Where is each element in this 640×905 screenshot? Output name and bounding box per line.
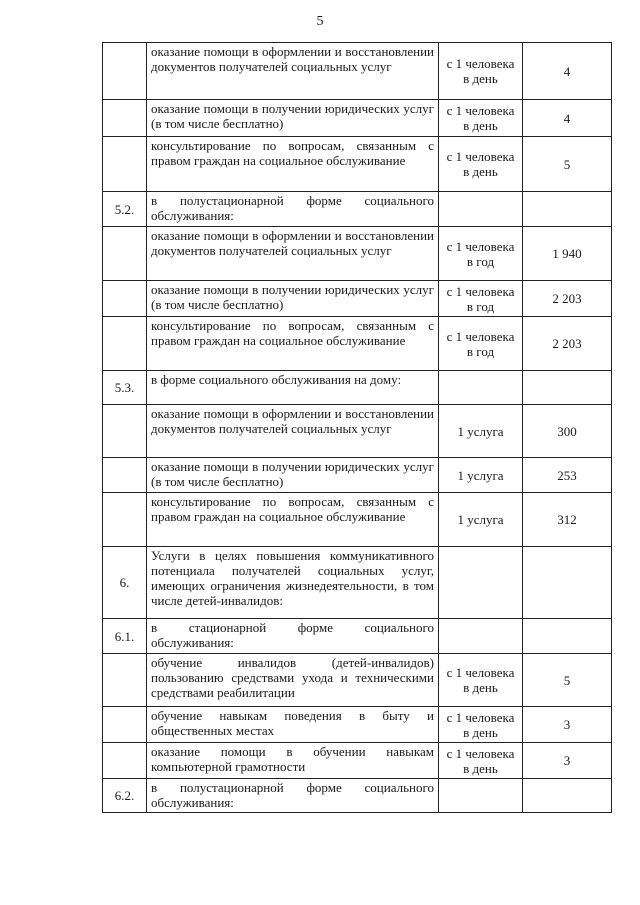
service-description: в форме социального обслуживания на дому: — [147, 371, 439, 405]
service-value — [523, 619, 612, 654]
table-row — [103, 707, 612, 743]
unit-of-measure — [439, 619, 523, 654]
table-row — [103, 137, 612, 192]
row-number — [103, 405, 147, 458]
unit-of-measure: с 1 человека в день — [439, 707, 523, 743]
service-description: обучение инвалидов (детей-инвалидов) пользованию средствами ухода и техническими средствами реабилитации — [147, 654, 439, 707]
unit-of-measure: 1 услуга — [439, 458, 523, 493]
row-number — [103, 281, 147, 317]
table-row — [103, 281, 612, 317]
service-value: 3 — [523, 707, 612, 743]
service-description: Услуги в целях повышения коммуникативного потенциала получателей социальных услуг, имеющих ограничения жизнедеятельности, в том числе детей-инвалидов: — [147, 547, 439, 619]
row-number — [103, 743, 147, 779]
table-row — [103, 317, 612, 371]
table-row — [103, 192, 612, 227]
table-row — [103, 654, 612, 707]
unit-of-measure: с 1 человека в год — [439, 227, 523, 281]
service-description: оказание помощи в оформлении и восстановлении документов получателей социальных услуг — [147, 405, 439, 458]
row-number — [103, 654, 147, 707]
table-row — [103, 458, 612, 493]
row-number — [103, 493, 147, 547]
row-number: 5.3. — [103, 371, 147, 405]
service-value: 3 — [523, 743, 612, 779]
service-value: 312 — [523, 493, 612, 547]
unit-of-measure: с 1 человека в год — [439, 281, 523, 317]
table-row — [103, 227, 612, 281]
service-value: 253 — [523, 458, 612, 493]
service-description: оказание помощи в обучении навыкам компьютерной грамотности — [147, 743, 439, 779]
unit-of-measure — [439, 192, 523, 227]
row-number — [103, 458, 147, 493]
service-value: 1 940 — [523, 227, 612, 281]
service-description: оказание помощи в оформлении и восстановлении документов получателей социальных услуг — [147, 43, 439, 100]
row-number — [103, 227, 147, 281]
table-row — [103, 547, 612, 619]
unit-of-measure: с 1 человека в день — [439, 43, 523, 100]
row-number: 6.2. — [103, 779, 147, 813]
unit-of-measure — [439, 371, 523, 405]
service-description: оказание помощи в получении юридических услуг (в том числе бесплатно) — [147, 100, 439, 137]
unit-of-measure: с 1 человека в день — [439, 654, 523, 707]
row-number — [103, 707, 147, 743]
service-description: оказание помощи в получении юридических услуг (в том числе бесплатно) — [147, 281, 439, 317]
service-value: 4 — [523, 43, 612, 100]
service-description: в стационарной форме социального обслуживания: — [147, 619, 439, 654]
table-row — [103, 779, 612, 813]
service-value: 2 203 — [523, 281, 612, 317]
unit-of-measure: с 1 человека в день — [439, 137, 523, 192]
row-number — [103, 100, 147, 137]
service-value — [523, 779, 612, 813]
service-description: в полустационарной форме социального обслуживания: — [147, 192, 439, 227]
table-row — [103, 405, 612, 458]
service-description: в полустационарной форме социального обслуживания: — [147, 779, 439, 813]
service-value — [523, 192, 612, 227]
row-number — [103, 137, 147, 192]
page-number: 5 — [316, 14, 324, 29]
row-number — [103, 43, 147, 100]
service-description: консультирование по вопросам, связанным с правом граждан на социальное обслуживание — [147, 137, 439, 192]
service-value — [523, 371, 612, 405]
unit-of-measure: с 1 человека в год — [439, 317, 523, 371]
table-row — [103, 43, 612, 100]
table-row — [103, 619, 612, 654]
unit-of-measure — [439, 779, 523, 813]
unit-of-measure: 1 услуга — [439, 405, 523, 458]
service-description: оказание помощи в получении юридических услуг (в том числе бесплатно) — [147, 458, 439, 493]
services-table — [102, 42, 612, 813]
service-value: 2 203 — [523, 317, 612, 371]
table-row — [103, 493, 612, 547]
row-number — [103, 317, 147, 371]
table-row — [103, 743, 612, 779]
table-row — [103, 371, 612, 405]
row-number: 6.1. — [103, 619, 147, 654]
service-value: 5 — [523, 654, 612, 707]
unit-of-measure: с 1 человека в день — [439, 100, 523, 137]
service-value: 4 — [523, 100, 612, 137]
row-number: 5.2. — [103, 192, 147, 227]
service-description: обучение навыкам поведения в быту и общественных местах — [147, 707, 439, 743]
unit-of-measure: 1 услуга — [439, 493, 523, 547]
row-number: 6. — [103, 547, 147, 619]
unit-of-measure: с 1 человека в день — [439, 743, 523, 779]
table-row — [103, 100, 612, 137]
unit-of-measure — [439, 547, 523, 619]
service-description: консультирование по вопросам, связанным с правом граждан на социальное обслуживание — [147, 493, 439, 547]
service-value — [523, 547, 612, 619]
service-value: 300 — [523, 405, 612, 458]
service-description: оказание помощи в оформлении и восстановлении документов получателей социальных услуг — [147, 227, 439, 281]
service-value: 5 — [523, 137, 612, 192]
service-description: консультирование по вопросам, связанным с правом граждан на социальное обслуживание — [147, 317, 439, 371]
